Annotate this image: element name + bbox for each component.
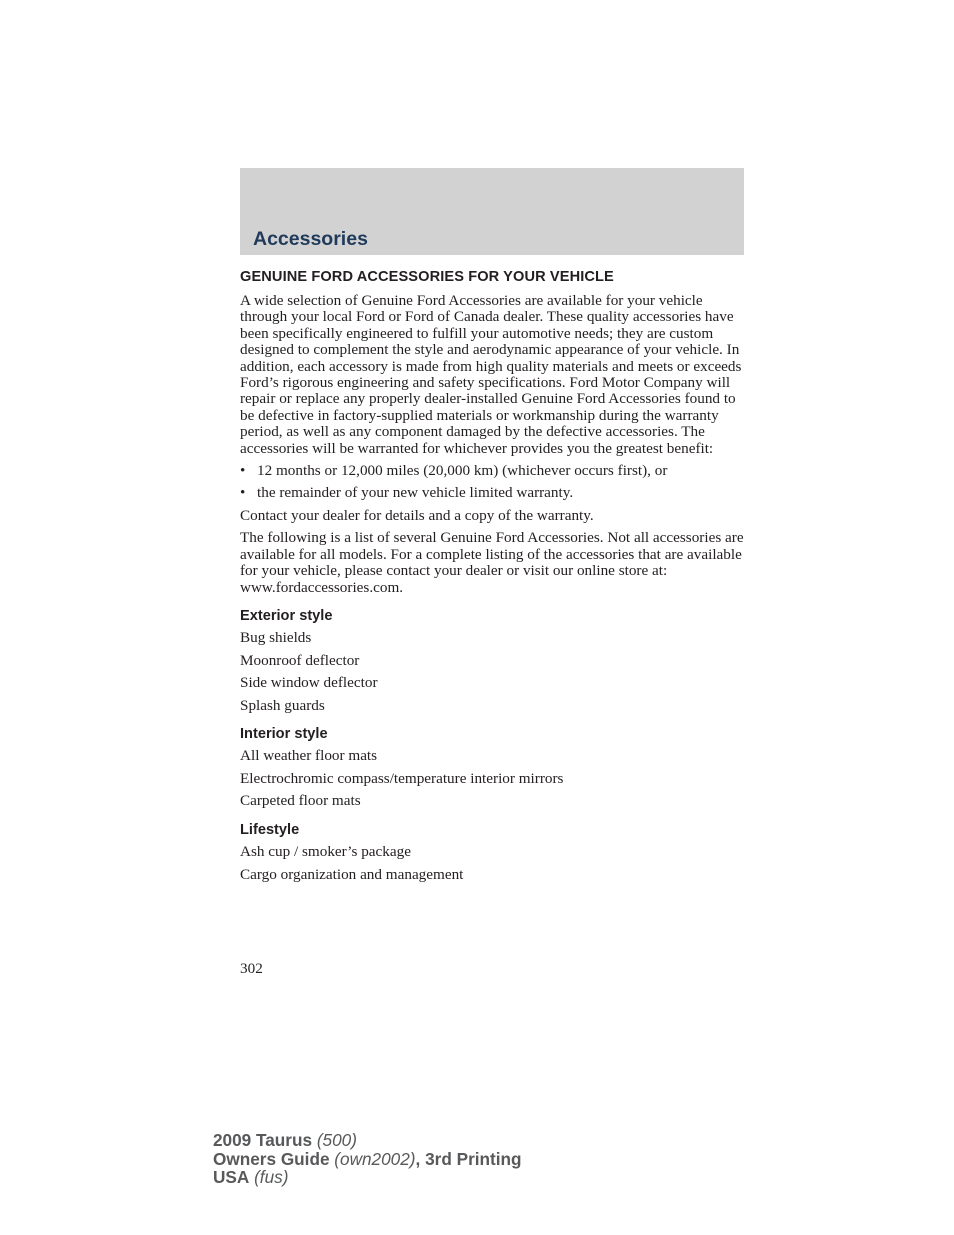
- document-footer: [213, 1131, 522, 1187]
- list-item: Carpeted floor mats: [240, 792, 361, 810]
- bullet-item: • the remainder of your new vehicle limited warranty.: [240, 484, 574, 502]
- section-heading: GENUINE FORD ACCESSORIES FOR YOUR VEHICLE: [240, 269, 614, 285]
- footer-line-guide: Owners Guide (own2002), 3rd Printing: [213, 1148, 522, 1169]
- bullet-icon: •: [240, 462, 246, 480]
- footer-line-market: USA (fus): [213, 1167, 289, 1188]
- intro-paragraph: A wide selection of Genuine Ford Accessories are available for your vehicle through your local Ford or Ford of Canada dealer. These quality accessories have been specifically engineered to fulfill your automotive needs; they are custom designed to complement the style and aerodynamic appearance of your vehicle. In addition, each accessory is made from high quality materials and meets or exceeds Ford’s rigorous engineering and safety specifications. Ford Motor Company will repair or replace any properly dealer-installed Genuine Ford Accessories found to be defective in factory-supplied materials or workmanship during the warranty period, as well as any component damaged by the defective accessories. The accessories will be warranted for whichever provides you the greatest benefit:: [240, 292, 742, 457]
- footer-line-model: 2009 Taurus (500): [213, 1130, 357, 1150]
- bullet-icon: •: [240, 484, 246, 502]
- list-item: Cargo organization and management: [240, 865, 464, 883]
- list-item: Moonroof deflector: [240, 651, 360, 669]
- contact-paragraph: Contact your dealer for details and a copy of the warranty.: [240, 506, 594, 524]
- list-item: All weather floor mats: [240, 747, 378, 765]
- category-heading-interior: Interior style: [240, 726, 328, 743]
- list-item: Splash guards: [240, 696, 325, 714]
- page-number: 302: [240, 960, 263, 977]
- list-item: Electrochromic compass/temperature interior mirrors: [240, 769, 564, 787]
- list-item: Bug shields: [240, 628, 312, 646]
- chapter-header-band: [240, 168, 744, 255]
- category-heading-lifestyle: Lifestyle: [240, 822, 300, 839]
- bullet-item: • 12 months or 12,000 miles (20,000 km) (whichever occurs first), or: [240, 462, 668, 480]
- list-intro-paragraph: The following is a list of several Genuine Ford Accessories. Not all accessories are available for all models. For a complete listing of the accessories that are available for your vehicle, please contact your dealer or visit our online store at: www.fordaccessories.com.: [240, 529, 744, 596]
- category-heading-exterior: Exterior style: [240, 607, 333, 624]
- list-item: Side window deflector: [240, 674, 378, 692]
- page-content: [240, 266, 745, 889]
- warranty-bullet-list: [240, 463, 745, 502]
- chapter-title: Accessories: [253, 228, 368, 250]
- list-item: Ash cup / smoker’s package: [240, 843, 411, 861]
